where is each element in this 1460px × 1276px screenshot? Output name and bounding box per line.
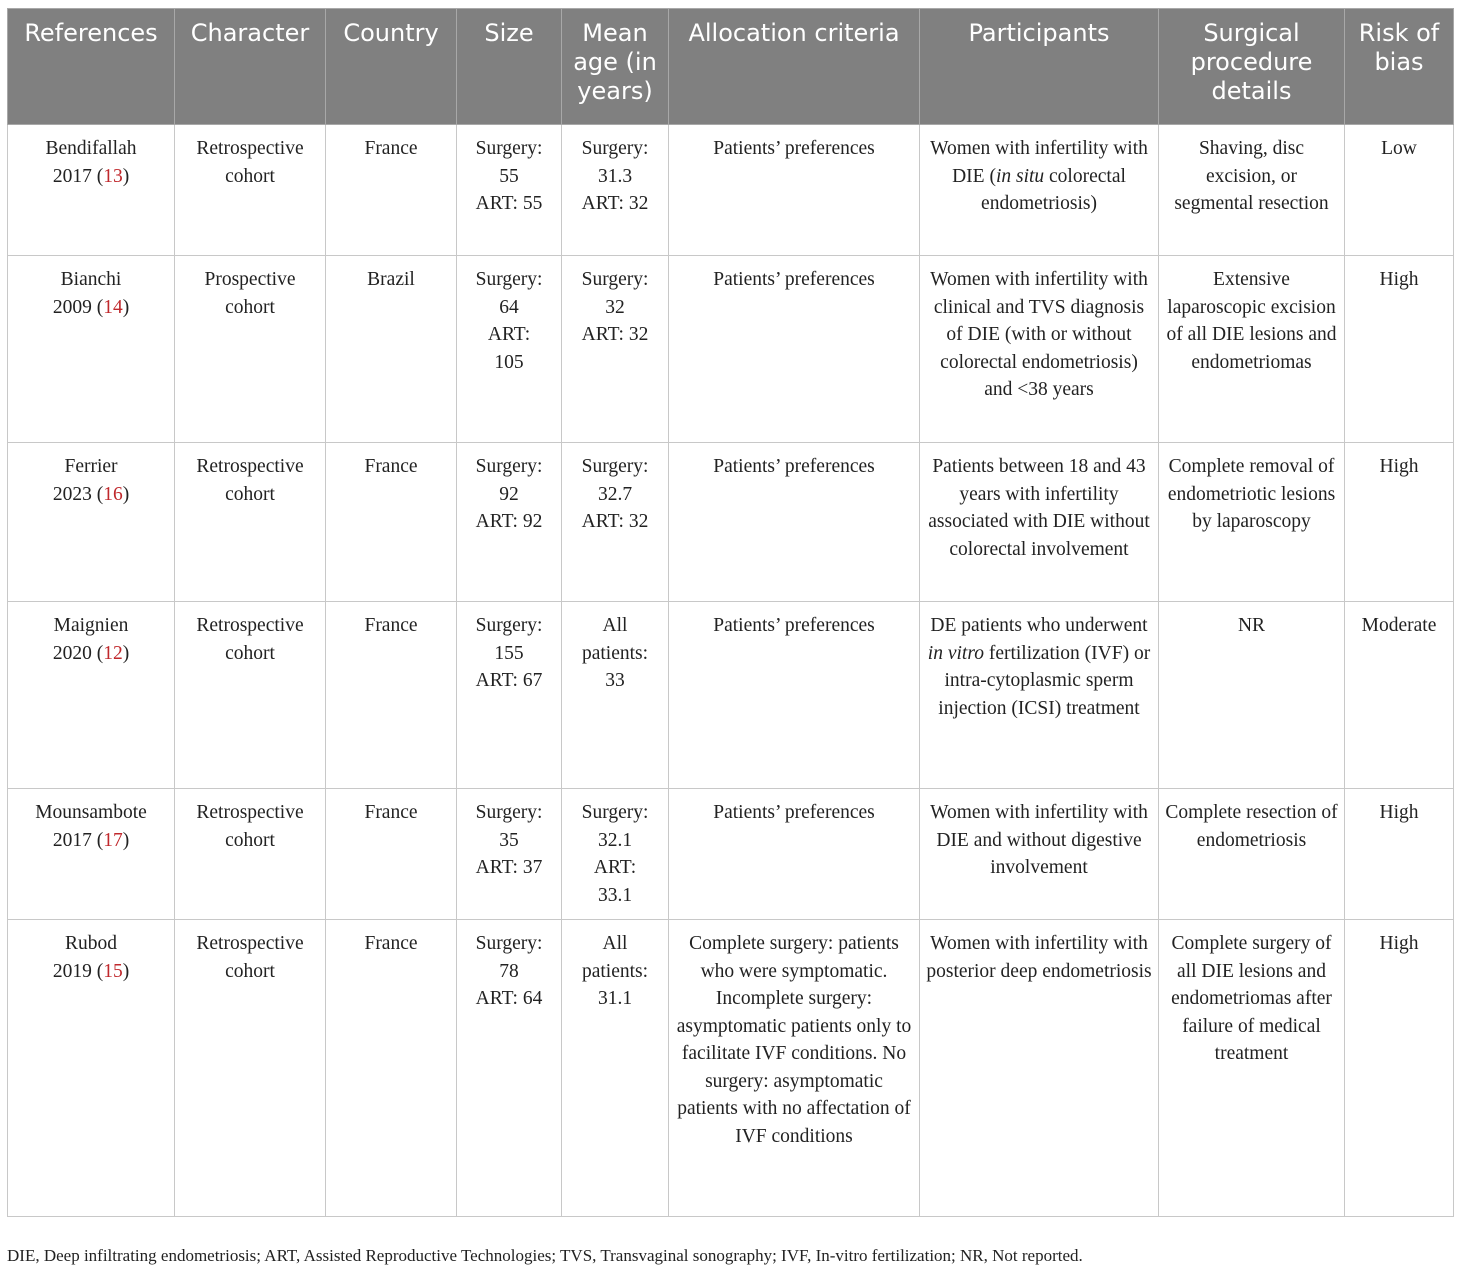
allocation-cell: Patients’ preferences [669,125,920,256]
age-cell [562,256,669,443]
reference-cell: Bianchi 2009 (14) [8,256,175,443]
size-line: 35 [499,829,519,851]
age-line: 31.3 [597,165,633,187]
size-cell [457,443,562,602]
risk-cell: High [1345,443,1454,602]
character-cell: Retrospective cohort [175,125,326,256]
risk-cell: High [1345,789,1454,920]
country-cell: Brazil [326,256,457,443]
surgical-cell: Complete removal of endometriotic lesions by laparoscopy [1159,443,1345,602]
country-cell: France [326,920,457,1217]
header-surgical-procedure: Surgical procedure details [1159,9,1345,125]
age-line: 32 [605,296,625,318]
reference-cell: Bendifallah 2017 (13) [8,125,175,256]
age-line: 32.1 [597,829,633,851]
size-line: 78 [499,960,519,982]
table-row [8,256,1454,443]
header-participants: Participants [920,9,1159,125]
age-line: ART: [593,857,637,878]
size-line: Surgery: [475,615,543,636]
age-line: ART: 32 [581,193,649,214]
age-line: Surgery: [581,269,649,290]
age-line: 32.7 [597,483,633,505]
header-mean-age: Mean age (in years) [562,9,669,125]
country-cell: France [326,443,457,602]
ref-year: 2019 [52,960,92,982]
age-cell [562,789,669,920]
ref-year: 2009 [52,296,92,318]
age-line: ART: 32 [581,324,649,345]
size-line: ART: 67 [475,670,543,691]
age-line: Surgery: [581,138,649,159]
risk-cell: Low [1345,125,1454,256]
age-line: patients: [581,642,649,664]
participants-cell: Women with infertility with clinical and TVS diagnosis of DIE (with or without colorectal endometriosis) and <38 years [920,256,1159,443]
ref-author: Maignien [53,615,129,636]
size-line: Surgery: [475,933,543,954]
allocation-cell: Patients’ preferences [669,602,920,789]
ref-author: Bianchi [60,269,122,290]
reference-cell: Maignien 2020 (12) [8,602,175,789]
ref-author: Mounsambote [35,802,147,823]
table-row [8,125,1454,256]
character-cell: Retrospective cohort [175,602,326,789]
surgical-cell: NR [1159,602,1345,789]
allocation-cell: Patients’ preferences [669,256,920,443]
size-line: 105 [494,351,524,373]
participants-cell: Women with infertility with posterior deep endometriosis [920,920,1159,1217]
character-cell: Retrospective cohort [175,789,326,920]
age-cell [562,920,669,1217]
ref-year: 2017 [52,829,92,851]
age-line: 33 [605,670,625,691]
character-cell: Retrospective cohort [175,920,326,1217]
surgical-cell: Complete resection of endometriosis [1159,789,1345,920]
character-cell: Retrospective cohort [175,443,326,602]
age-line: All [602,615,628,636]
table-footnote: DIE, Deep infiltrating endometriosis; ART, Assisted Reproductive Technologies; TVS, Transvaginal sonography; IVF, In-vitro fertilization; NR, Not reported. [7,1246,1083,1265]
allocation-cell: Complete surgery: patients who were symptomatic. Incomplete surgery: asymptomatic patients only to facilitate IVF conditions. No surgery: asymptomatic patients with no affectation of IVF conditions [669,920,920,1217]
table-row [8,443,1454,602]
ref-citation-link[interactable]: 15 [103,960,123,982]
ref-year: 2017 [52,165,92,187]
participants-cell: Women with infertility with DIE and without digestive involvement [920,789,1159,920]
age-line: patients: [581,960,649,982]
age-line: 33.1 [597,884,633,906]
age-line: All [602,933,628,954]
table-row [8,789,1454,920]
age-cell [562,125,669,256]
size-line: Surgery: [475,269,543,290]
study-characteristics-table [7,8,1454,1217]
ref-year: 2020 [52,642,92,664]
ref-year: 2023 [52,483,92,505]
age-cell [562,443,669,602]
header-row [8,9,1454,125]
ref-author: Rubod [64,933,117,954]
size-line: 155 [494,642,524,664]
size-cell [457,789,562,920]
size-line: ART: 92 [475,511,543,532]
size-line: ART: 64 [475,988,543,1009]
participants-cell: DE patients who underwent in vitro fertilization (IVF) or intra-cytoplasmic sperm injection (ICSI) treatment [920,602,1159,789]
header-size: Size [457,9,562,125]
country-cell: France [326,789,457,920]
header-risk-of-bias: Risk of bias [1345,9,1454,125]
allocation-cell: Patients’ preferences [669,789,920,920]
size-line: ART: 37 [475,857,543,878]
risk-cell: High [1345,920,1454,1217]
surgical-cell: Extensive laparoscopic excision of all DIE lesions and endometriomas [1159,256,1345,443]
size-line: 64 [499,296,519,318]
reference-cell: Ferrier 2023 (16) [8,443,175,602]
participants-cell: Patients between 18 and 43 years with infertility associated with DIE without colorectal involvement [920,443,1159,602]
table-row [8,602,1454,789]
ref-author: Ferrier [64,456,118,477]
participants-cell: Women with infertility with DIE (in situ colorectal endometriosis) [920,125,1159,256]
risk-cell: High [1345,256,1454,443]
country-cell: France [326,602,457,789]
ref-author: Bendifallah [45,138,137,159]
age-line: Surgery: [581,802,649,823]
allocation-cell: Patients’ preferences [669,443,920,602]
table-row [8,920,1454,1217]
size-line: 55 [499,165,519,187]
size-line: 92 [499,483,519,505]
header-allocation-criteria: Allocation criteria [669,9,920,125]
ref-citation-link[interactable]: 17 [103,829,123,851]
size-line: Surgery: [475,456,543,477]
size-line: ART: [487,324,531,345]
size-cell [457,920,562,1217]
ref-citation-link[interactable]: 14 [103,296,123,318]
ref-citation-link[interactable]: 16 [103,483,123,505]
size-cell [457,602,562,789]
size-cell [457,256,562,443]
size-cell [457,125,562,256]
ref-citation-link[interactable]: 13 [103,165,123,187]
ref-citation-link[interactable]: 12 [103,642,123,664]
age-line: ART: 32 [581,511,649,532]
character-cell: Prospective cohort [175,256,326,443]
size-line: ART: 55 [475,193,543,214]
size-line: Surgery: [475,802,543,823]
surgical-cell: Shaving, disc excision, or segmental resection [1159,125,1345,256]
size-line: Surgery: [475,138,543,159]
country-cell: France [326,125,457,256]
reference-cell: Mounsambote 2017 (17) [8,789,175,920]
risk-cell: Moderate [1345,602,1454,789]
header-character: Character [175,9,326,125]
age-cell [562,602,669,789]
age-line: Surgery: [581,456,649,477]
surgical-cell: Complete surgery of all DIE lesions and endometriomas after failure of medical treatment [1159,920,1345,1217]
header-country: Country [326,9,457,125]
header-references: References [8,9,175,125]
age-line: 31.1 [597,988,633,1009]
reference-cell: Rubod 2019 (15) [8,920,175,1217]
